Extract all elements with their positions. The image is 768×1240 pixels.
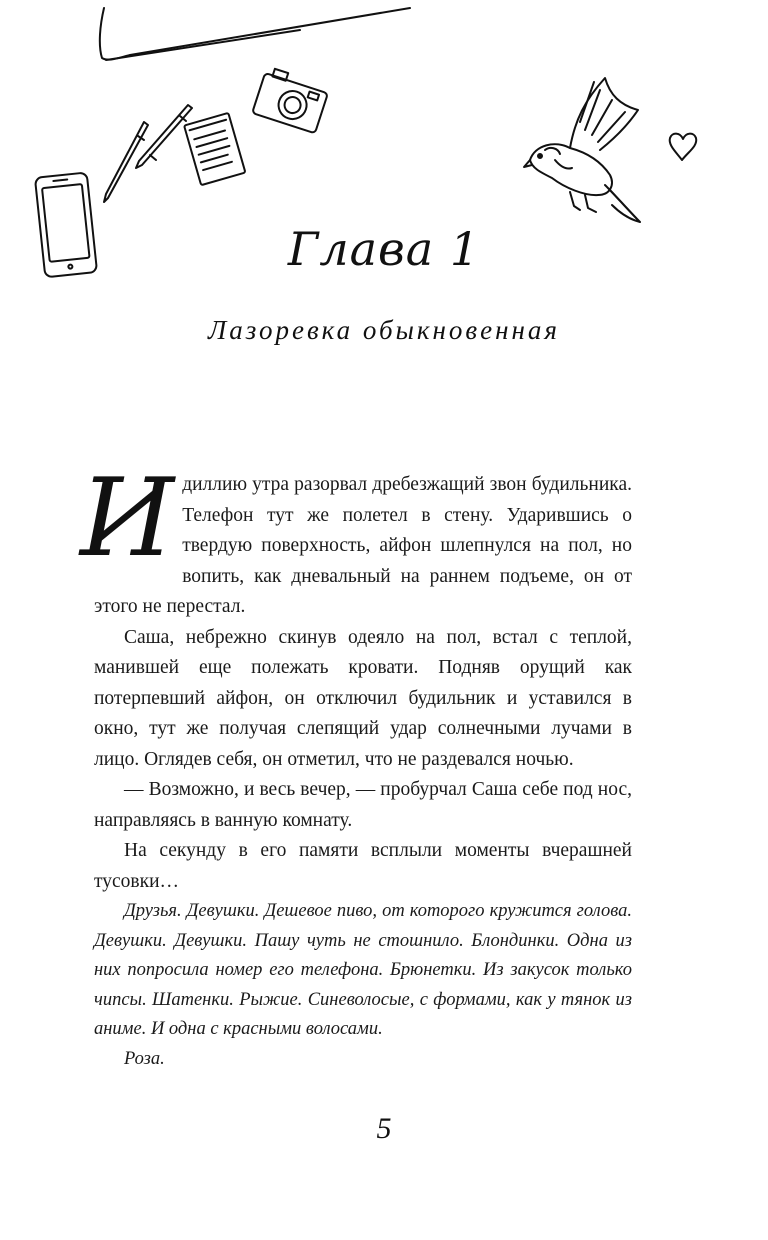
pen-sketch	[100, 8, 410, 60]
drop-cap: И	[80, 456, 175, 581]
paragraph: Саша, небрежно скинув одеяло на пол, встал с теплой, манившей еще полежать кровати. Подняв орущий как потерпевший айфон, он отключил будильник и уставился в окно, тут же получая слепящий удар солнечными лучами в лицо. Оглядев себя, он отметил, что не раздевался ночью.	[94, 626, 632, 770]
chapter-subtitle: Лазоревка обыкновенная	[208, 315, 560, 345]
pencil-icon	[104, 122, 148, 202]
italic-paragraph: Роза.	[124, 1048, 165, 1069]
page-number: 5	[376, 1112, 392, 1145]
paragraph: Идиллию утра разорвал дребезжащий звон будильника. Телефон тут же полетел в стену. Ударившись о твердую поверхность, айфон шлепнулся на пол, но вопить, как дневальный на раннем подъеме, он от этого не перестал.	[80, 456, 632, 617]
pen-icon	[136, 105, 192, 168]
notepad-icon	[184, 113, 245, 185]
bird-illustration	[524, 78, 640, 222]
heart-icon	[670, 134, 697, 160]
paragraph: — Возможно, и весь вечер, — пробурчал Саша себе под нос, направляясь в ванную комнату.	[94, 779, 632, 831]
chapter-title: Глава 1	[287, 222, 481, 276]
body-text	[80, 456, 632, 1074]
paragraph: На секунду в его памяти всплыли моменты вчерашней тусовки…	[94, 840, 632, 892]
camera-icon	[252, 66, 330, 133]
italic-paragraph: Друзья. Девушки. Дешевое пиво, от которого кружится голова. Девушки. Девушки. Пашу чуть не стошнило. Блондинки. Одна из них попросила номер его телефона. Брюнетки. Из закусок только чипсы. Шатенки. Рыжие. Синеволосые, с формами, как у тянок из аниме. И одна с красными волосами.	[94, 901, 632, 1039]
